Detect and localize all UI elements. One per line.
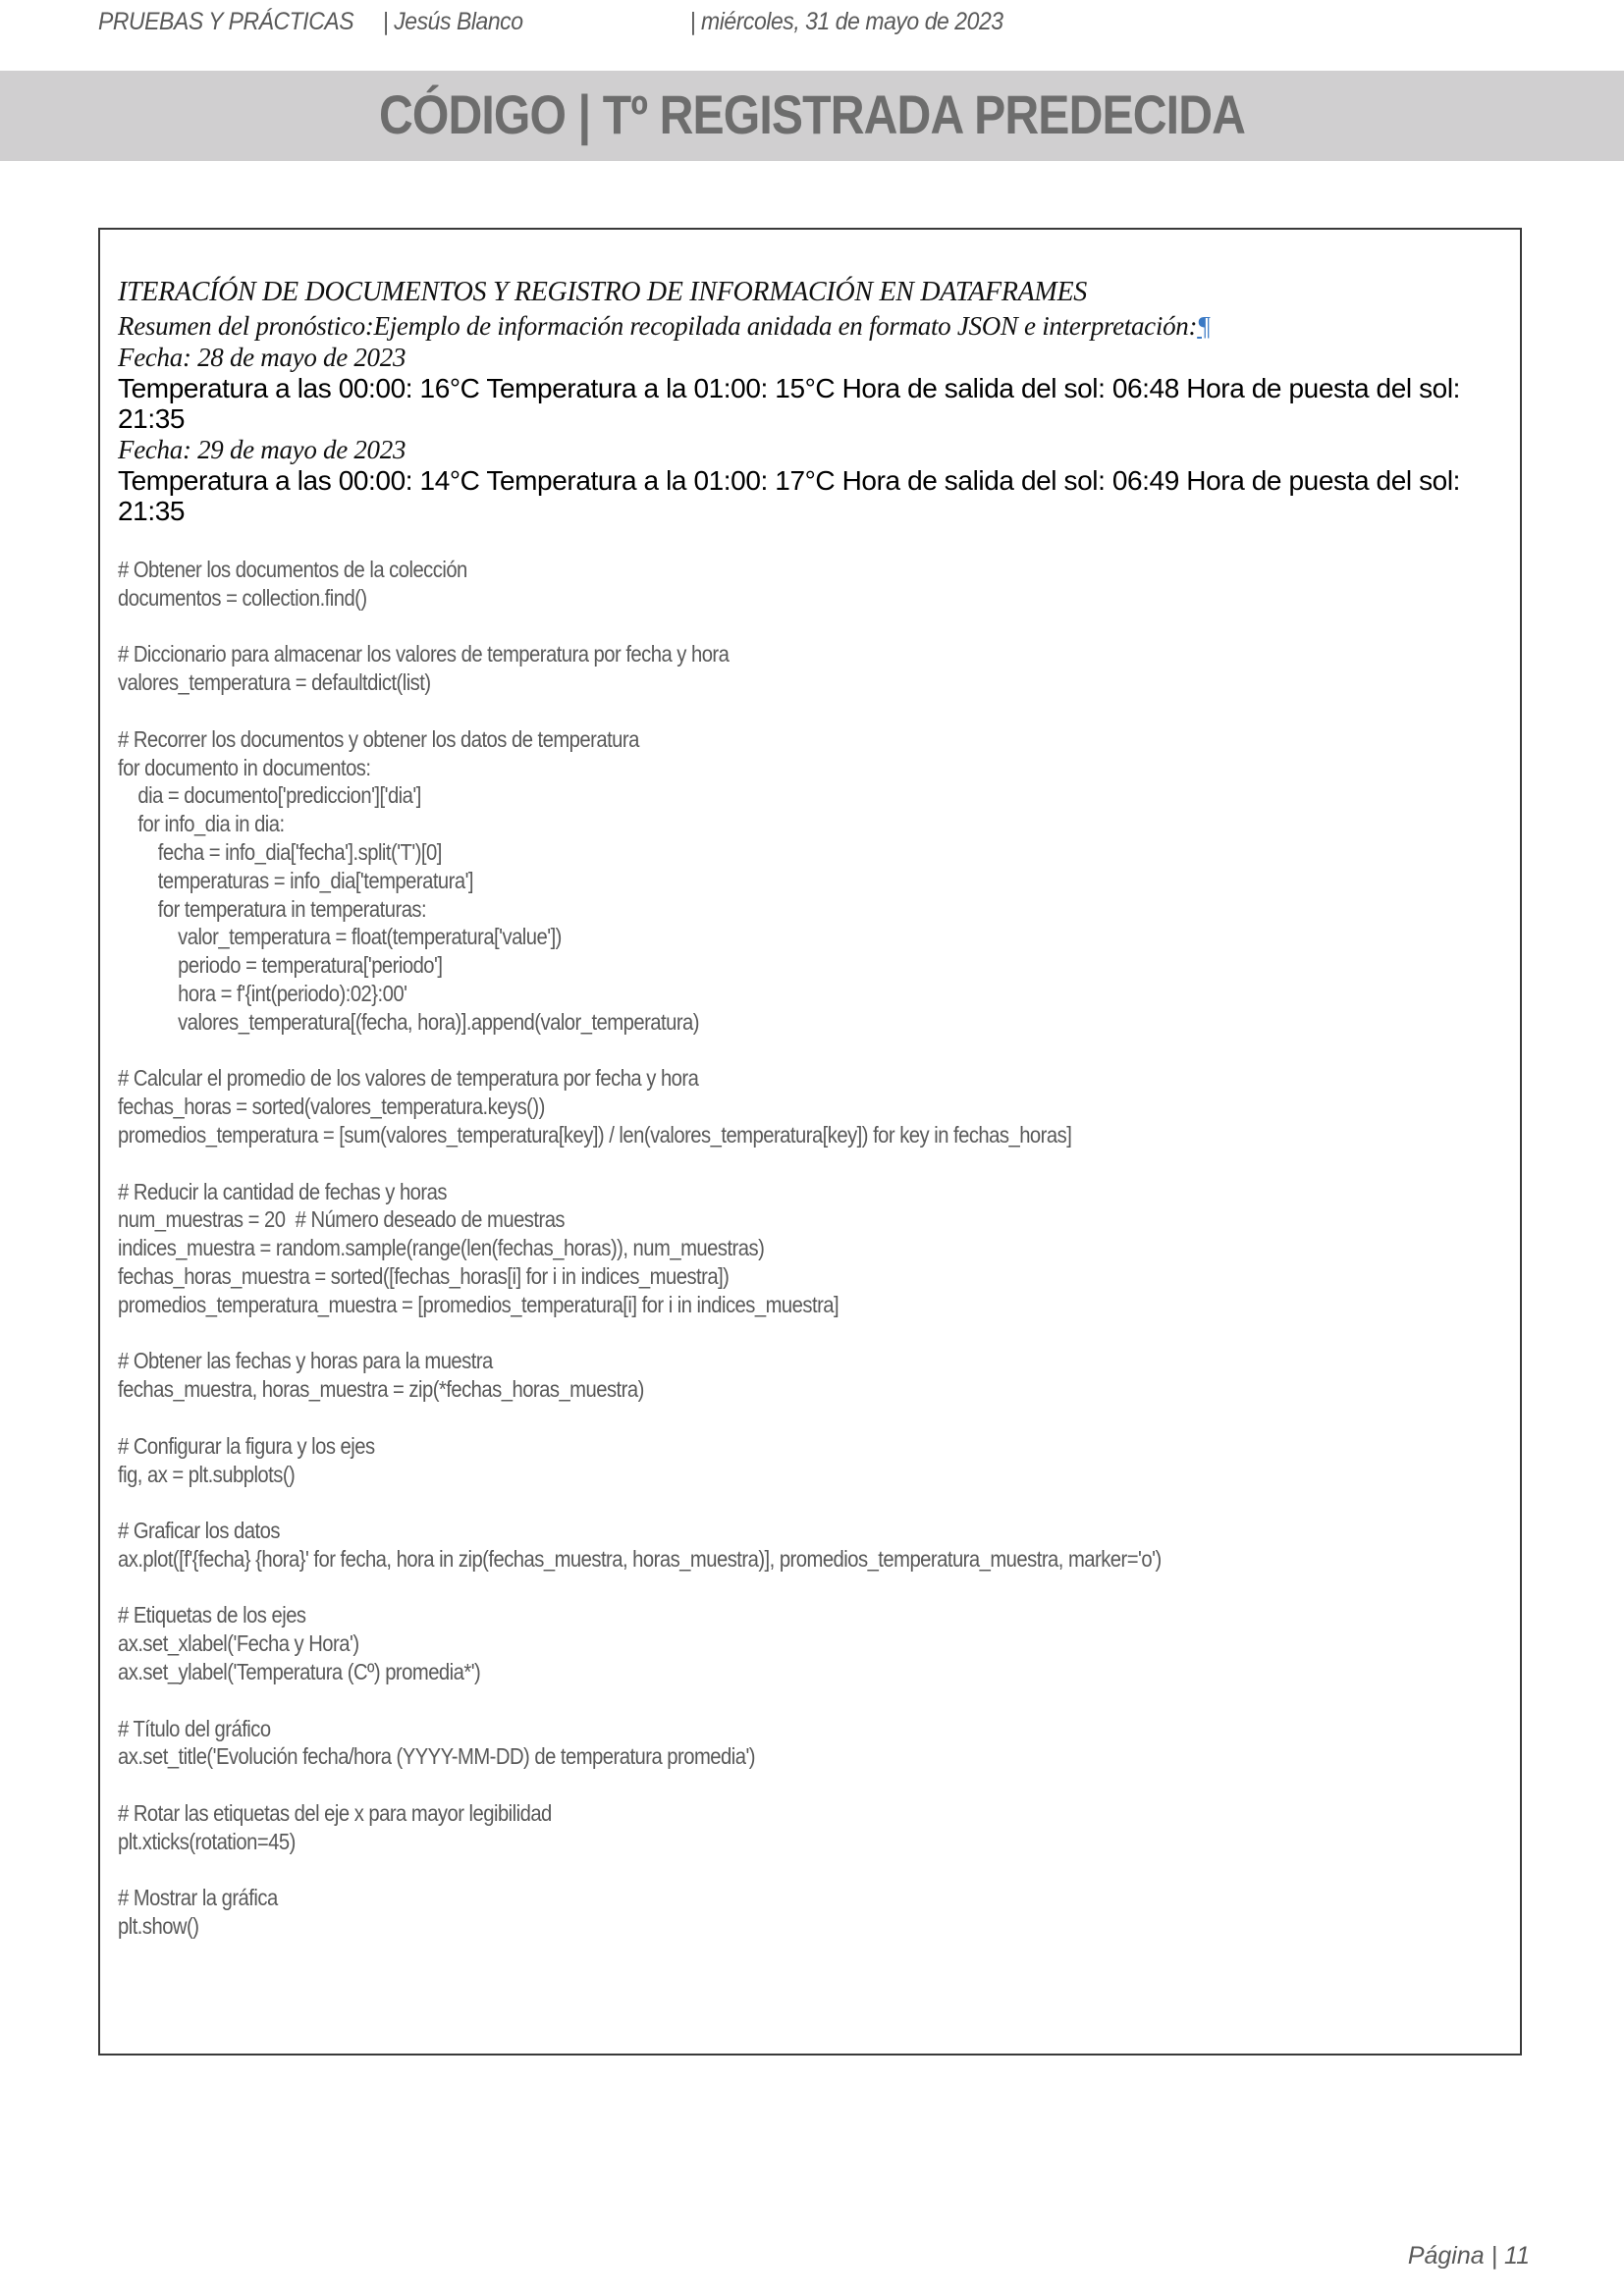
header-course: PRUEBAS Y PRÁCTICAS bbox=[98, 8, 354, 35]
code-line bbox=[118, 1574, 1518, 1602]
code-line: # Obtener las fechas y horas para la muestra bbox=[118, 1348, 493, 1374]
code-line: promedios_temperatura = [sum(valores_temperatura[key]) / len(valores_temperatura[key]) for key in fechas_horas] bbox=[118, 1121, 1072, 1148]
code-line: fechas_muestra, horas_muestra = zip(*fechas_horas_muestra) bbox=[118, 1376, 644, 1403]
code-line: ax.set_ylabel('Temperatura (Cº) promedia*') bbox=[118, 1659, 481, 1685]
code-line bbox=[118, 1488, 1518, 1517]
code-line: # Rotar las etiquetas del eje x para mayor legibilidad bbox=[118, 1800, 552, 1827]
code-line: promedios_temperatura_muestra = [promedios_temperatura[i] for i in indices_muestra] bbox=[118, 1291, 839, 1317]
code-line: fig, ax = plt.subplots() bbox=[118, 1461, 296, 1487]
section-summary bbox=[118, 310, 1512, 342]
day-details: Temperatura a las 00:00: 14°C Temperatura a la 01:00: 17°C Hora de salida del sol: 06:49 Hora de puesta del sol: 21:35 bbox=[118, 465, 1461, 526]
code-line: ax.set_xlabel('Fecha y Hora') bbox=[118, 1630, 359, 1657]
code-line: plt.show() bbox=[118, 1913, 199, 1940]
header-date: | miércoles, 31 de mayo de 2023 bbox=[689, 8, 1003, 35]
code-line: fechas_horas_muestra = sorted([fechas_horas[i] for i in indices_muestra]) bbox=[118, 1262, 730, 1289]
code-line: for temperatura in temperaturas: bbox=[118, 895, 427, 922]
day-date: Fecha: 29 de mayo de 2023 bbox=[118, 435, 406, 464]
code-line bbox=[118, 1037, 1518, 1065]
code-line bbox=[118, 1686, 1518, 1715]
code-block bbox=[118, 556, 1518, 1941]
code-line bbox=[118, 1319, 1518, 1348]
code-line: # Etiquetas de los ejes bbox=[118, 1602, 306, 1629]
code-line: # Calcular el promedio de los valores de temperatura por fecha y hora bbox=[118, 1065, 699, 1092]
page-number: Página | 11 bbox=[1407, 2242, 1530, 2269]
day-date: Fecha: 28 de mayo de 2023 bbox=[118, 343, 406, 372]
code-line: num_muestras = 20 # Número deseado de muestras bbox=[118, 1206, 566, 1233]
pilcrow-icon: ¶ bbox=[1197, 311, 1211, 341]
code-line: periodo = temperatura['periodo'] bbox=[118, 952, 443, 979]
summary-text: Resumen del pronóstico:Ejemplo de información recopilada anidada en formato JSON e interpretación: bbox=[118, 311, 1198, 341]
code-line: temperaturas = info_dia['temperatura'] bbox=[118, 867, 474, 893]
code-line: indices_muestra = random.sample(range(len(fechas_horas)), num_muestras) bbox=[118, 1235, 765, 1261]
code-line: # Diccionario para almacenar los valores de temperatura por fecha y hora bbox=[118, 641, 730, 667]
code-line: fecha = info_dia['fecha'].split('T')[0] bbox=[118, 838, 442, 865]
code-line: # Obtener los documentos de la colección bbox=[118, 557, 467, 582]
code-line: # Recorrer los documentos y obtener los datos de temperatura bbox=[118, 725, 639, 752]
code-line: ax.set_title('Evolución fecha/hora (YYYY-MM-DD) de temperatura promedia') bbox=[118, 1743, 756, 1770]
code-line: # Título del gráfico bbox=[118, 1715, 271, 1741]
code-line bbox=[118, 1771, 1518, 1799]
content-body bbox=[118, 275, 1512, 1941]
code-line: fechas_horas = sorted(valores_temperatura.keys()) bbox=[118, 1094, 545, 1120]
code-line: # Reducir la cantidad de fechas y horas bbox=[118, 1178, 447, 1204]
code-line bbox=[118, 1856, 1518, 1885]
title-band bbox=[0, 71, 1624, 161]
code-line: documentos = collection.find() bbox=[118, 584, 367, 611]
code-line: # Configurar la figura y los ejes bbox=[118, 1432, 375, 1459]
header-author: | Jesús Blanco bbox=[382, 8, 523, 35]
code-line bbox=[118, 1149, 1518, 1178]
code-line: dia = documento['prediccion']['dia'] bbox=[118, 782, 421, 809]
code-line bbox=[118, 697, 1518, 725]
code-line: plt.xticks(rotation=45) bbox=[118, 1828, 296, 1854]
code-line: hora = f'{int(periodo):02}:00' bbox=[118, 980, 407, 1006]
code-line: valores_temperatura = defaultdict(list) bbox=[118, 669, 431, 696]
page-title: CÓDIGO | Tº REGISTRADA PREDECIDA bbox=[378, 83, 1246, 145]
code-line: # Mostrar la gráfica bbox=[118, 1885, 278, 1911]
section-heading: ITERACÍÓN DE DOCUMENTOS Y REGISTRO DE INFORMACIÓN EN DATAFRAMES bbox=[118, 277, 1087, 307]
code-line: for info_dia in dia: bbox=[118, 811, 285, 837]
code-line bbox=[118, 613, 1518, 641]
code-line: for documento in documentos: bbox=[118, 754, 371, 780]
code-line: ax.plot([f'{fecha} {hora}' for fecha, hora in zip(fechas_muestra, horas_muestra)], promedios_temperatura_muestra, marker='o') bbox=[118, 1545, 1162, 1572]
code-line: # Graficar los datos bbox=[118, 1518, 280, 1544]
day-details: Temperatura a las 00:00: 16°C Temperatura a la 01:00: 15°C Hora de salida del sol: 06:48 Hora de puesta del sol: 21:35 bbox=[118, 373, 1461, 434]
code-line: valor_temperatura = float(temperatura['value']) bbox=[118, 924, 562, 950]
code-line: valores_temperatura[(fecha, hora)].append(valor_temperatura) bbox=[118, 1008, 699, 1035]
code-line bbox=[118, 1404, 1518, 1432]
